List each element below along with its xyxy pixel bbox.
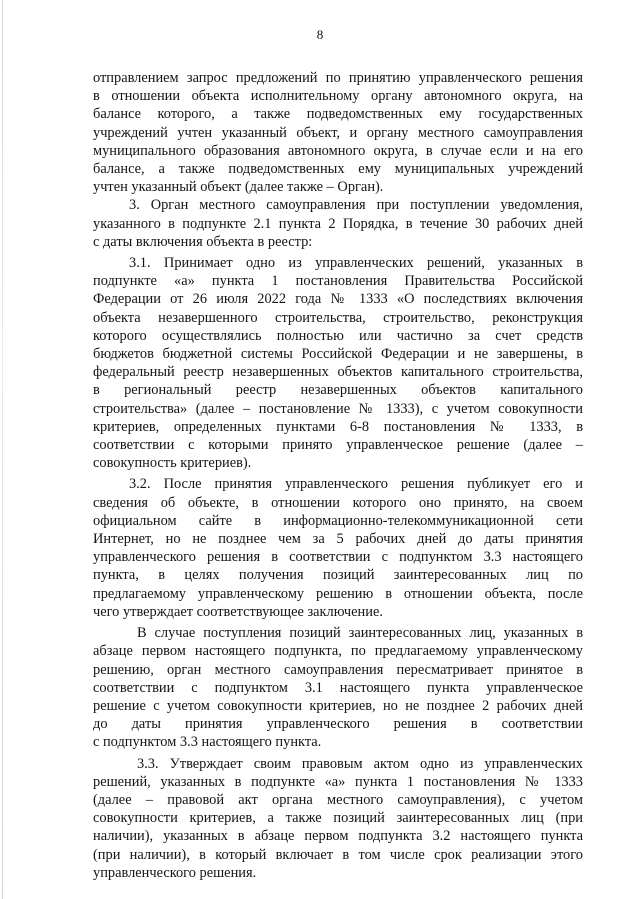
text-line: в региональный реестр незавершенных объектов капитального	[93, 382, 583, 399]
page-number: 8	[316, 27, 324, 42]
page-edge-shadow	[2, 0, 3, 899]
text-line: решений, указанных в подпункте «а» пункта 1 постановления № 1333	[93, 773, 583, 790]
text-line: учреждений учтен указанный объект, и органу местного самоуправления	[93, 124, 583, 141]
text-line: учтен указанный объект (далее также – Орган).	[93, 179, 384, 196]
paragraph-subitem-3-2-second	[93, 624, 583, 751]
text-line: подпункте «а» пункта 1 постановления Правительства Российской	[93, 273, 583, 290]
paragraph-subitem-3-2	[93, 475, 583, 621]
text-line: объекта незавершенного строительства, строительство, реконструкция	[93, 309, 583, 326]
text-line: управленческого решения.	[93, 864, 257, 881]
text-line: решению, орган местного самоуправления пересматривает принятое в	[93, 661, 583, 678]
text-line: предлагаемому управленческому решению в отношении объекта, после	[93, 585, 583, 602]
text-line: соответствии с которыми принято управленческое решение (далее –	[93, 437, 583, 454]
text-line: отправлением запрос предложений по принятию управленческого решения	[93, 70, 583, 86]
text-line: В случае поступления позиций заинтересованных лиц, указанных в	[137, 625, 583, 642]
text-line: соответствии с подпунктом 3.1 настоящего пункта управленческое	[93, 679, 583, 696]
text-line: балансе которого, а также подведомственных ему государственных	[93, 106, 583, 123]
text-line: 3. Орган местного самоуправления при поступлении уведомления,	[129, 197, 583, 214]
text-line: с подпунктом 3.3 настоящего пункта.	[93, 734, 322, 751]
text-line: в отношении объекта исполнительному органу автономного округа, на	[93, 88, 583, 105]
text-line: решение с учетом совокупности критериев, но не позднее 2 рабочих дней	[93, 697, 583, 714]
text-line: 3.3. Утверждает своим правовым актом одно из управленческих	[137, 755, 583, 772]
paragraph-subitem-3-3	[93, 755, 583, 882]
text-line: 3.1. Принимает одно из управленческих решений, указанных в	[129, 255, 583, 272]
text-line: критериев, определенных пунктами 6-8 постановления № 1333, в	[93, 418, 583, 435]
text-line: пункта, в целях получения позиций заинтересованных лиц по	[93, 567, 583, 584]
text-line: 3.2. После принятия управленческого решения публикует его и	[129, 476, 583, 493]
text-line: официальном сайте в информационно-телекоммуникационной сети	[93, 512, 583, 529]
text-line: федеральный реестр незавершенных объектов капитального строительства,	[93, 364, 583, 381]
text-line: строительства» (далее – постановление № 1333), с учетом совокупности	[93, 400, 583, 417]
text-line: (при наличии), в который включает в том числе срок реализации этого	[93, 846, 583, 863]
paragraph-item-3	[93, 196, 583, 251]
text-line: бюджетов бюджетной системы Российской Федерации и не завершены, в	[93, 346, 583, 363]
text-line: которого осуществлялись полностью или частично за счет средств	[93, 327, 583, 344]
text-line: Федерации от 26 июля 2022 года № 1333 «О последствиях включения	[93, 291, 583, 308]
text-line: указанного в подпункте 2.1 пункта 2 Порядка, в течение 30 рабочих дней	[93, 215, 583, 232]
document-body	[93, 69, 583, 882]
text-line: управленческого решения в соответствии с подпунктом 3.3 настоящего	[93, 549, 583, 566]
paragraph-subitem-3-1	[93, 254, 583, 472]
text-line: наличии), указанных в абзаце первом подпункта 3.2 настоящего пункта	[93, 828, 583, 845]
text-line: совокупности критериев, а также позиций заинтересованных лиц (при	[93, 810, 583, 827]
text-line: чего утверждает соответствующее заключение.	[93, 603, 383, 620]
text-line: абзаце первом настоящего подпункта, по предлагаемому управленческому	[93, 643, 583, 660]
text-line: до даты принятия управленческого решения в соответствии	[93, 716, 583, 733]
text-line: балансе, а также подведомственных ему муниципальных учреждений	[93, 161, 583, 178]
text-line: Интернет, но не позднее чем за 5 рабочих дней до даты принятия	[93, 531, 583, 548]
paragraph-continuation	[93, 69, 583, 196]
text-line: сведения об объекте, в отношении которого оно принято, на своем	[93, 494, 583, 511]
text-line: муниципального образования автономного округа, в случае если и на его	[93, 142, 583, 159]
text-line: совокупность критериев).	[93, 455, 252, 472]
text-line: с даты включения объекта в реестр:	[93, 233, 313, 250]
text-line: (далее – правовой акт органа местного самоуправления), с учетом	[93, 791, 583, 808]
